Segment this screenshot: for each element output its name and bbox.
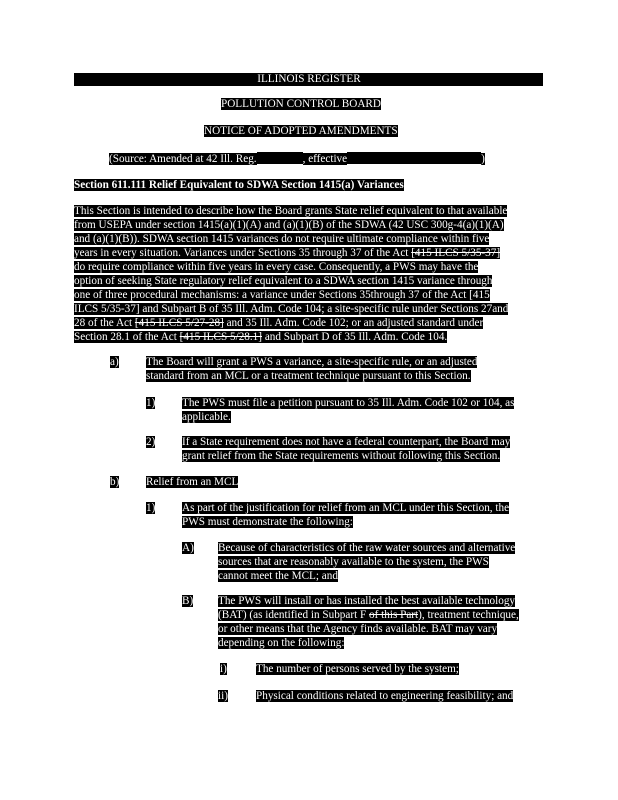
item-bB-line-2: (BAT) (as identified in Subpart F of this Part), treatment technique,: [218, 609, 519, 621]
intro-line-7: one of three procedural mechanisms: a variance under Sections 35through 37 of the Act [415: [74, 289, 490, 301]
section-title: Section 611.111 Relief Equivalent to SDWA Section 1415(a) Variances: [74, 179, 404, 191]
item-bA-line-3: cannot meet the MCL; and: [218, 570, 338, 582]
item-a-marker: a): [110, 356, 119, 368]
item-bA-line-2: sources that are reasonably available to the system, the PWS: [218, 556, 489, 568]
item-bA-marker: A): [182, 542, 194, 554]
item-a-line-2: standard from an MCL or a treatment technique pursuant to this Section.: [146, 370, 471, 382]
item-b1-marker: 1): [146, 502, 156, 514]
board-title: POLLUTION CONTROL BOARD: [221, 98, 381, 110]
item-a2-marker: 2): [146, 436, 156, 448]
intro-line-9: 28 of the Act [415 ILCS 5/27-28] and 35 Ill. Adm. Code 102; or an adjusted standard under: [74, 317, 484, 329]
item-bB-marker: B): [182, 595, 194, 607]
intro-line-3: and (a)(1)(B)). SDWA section 1415 variances do not require ultimate compliance within five: [74, 233, 490, 245]
item-b-line-1: Relief from an MCL: [146, 476, 239, 488]
item-b1-line-2: PWS must demonstrate the following:: [182, 516, 353, 528]
item-bii-marker: ii): [218, 690, 228, 702]
item-a-line-1: The Board will grant a PWS a variance, a site-specific rule, or an adjusted: [146, 356, 478, 368]
item-bi-line-1: The number of persons served by the system;: [256, 663, 459, 675]
intro-line-8: ILCS 5/35-37] and Subpart B of 35 Ill. Adm. Code 104; a site-specific rule under Sections 27and: [74, 303, 509, 315]
item-b-marker: b): [110, 476, 120, 488]
intro-line-4: years in every situation. Variances under Sections 35 through 37 of the Act [415 ILCS 5/35-37]: [74, 247, 501, 259]
source-line: (Source: Amended at 42 Ill. Reg. , effective ): [109, 153, 485, 165]
item-bB-line-4: depending on the following:: [218, 637, 345, 649]
item-a1-marker: 1): [146, 397, 156, 409]
intro-line-1: This Section is intended to describe how the Board grants State relief equivalent to that available: [74, 205, 508, 217]
item-a2-line-2: grant relief from the State requirements without following this Section.: [182, 450, 501, 462]
item-b1-line-1: As part of the justification for relief from an MCL under this Section, the: [182, 502, 510, 514]
notice-title: NOTICE OF ADOPTED AMENDMENTS: [204, 125, 398, 137]
item-bB-line-1: The PWS will install or has installed the best available technology: [218, 595, 516, 607]
item-bi-marker: i): [220, 663, 227, 675]
intro-line-2: from USEPA under section 1415(a)(1)(A) and (a)(1)(B) of the SDWA (42 USC 300g-4(a)(1)(A): [74, 219, 504, 231]
item-a2-line-1: If a State requirement does not have a federal counterpart, the Board may: [182, 436, 511, 448]
register-title: ILLINOIS REGISTER: [257, 73, 361, 85]
intro-line-10: Section 28.1 of the Act [415 ILCS 5/28.1] and Subpart D of 35 Ill. Adm. Code 104.: [74, 331, 448, 343]
item-a1-line-2: applicable.: [182, 411, 231, 423]
intro-line-6: option of seeking State regulatory relief equivalent to a SDWA section 1415 variance through: [74, 275, 493, 287]
item-a1-line-1: The PWS must file a petition pursuant to 35 Ill. Adm. Code 102 or 104, as: [182, 397, 515, 409]
item-bB-line-3: or other means that the Agency finds available. BAT may vary: [218, 623, 498, 635]
intro-line-5: do require compliance within five years in every case. Consequently, a PWS may have the: [74, 261, 479, 273]
item-bii-line-1: Physical conditions related to engineering feasibility; and: [256, 690, 514, 702]
item-bA-line-1: Because of characteristics of the raw water sources and alternative: [218, 542, 516, 554]
